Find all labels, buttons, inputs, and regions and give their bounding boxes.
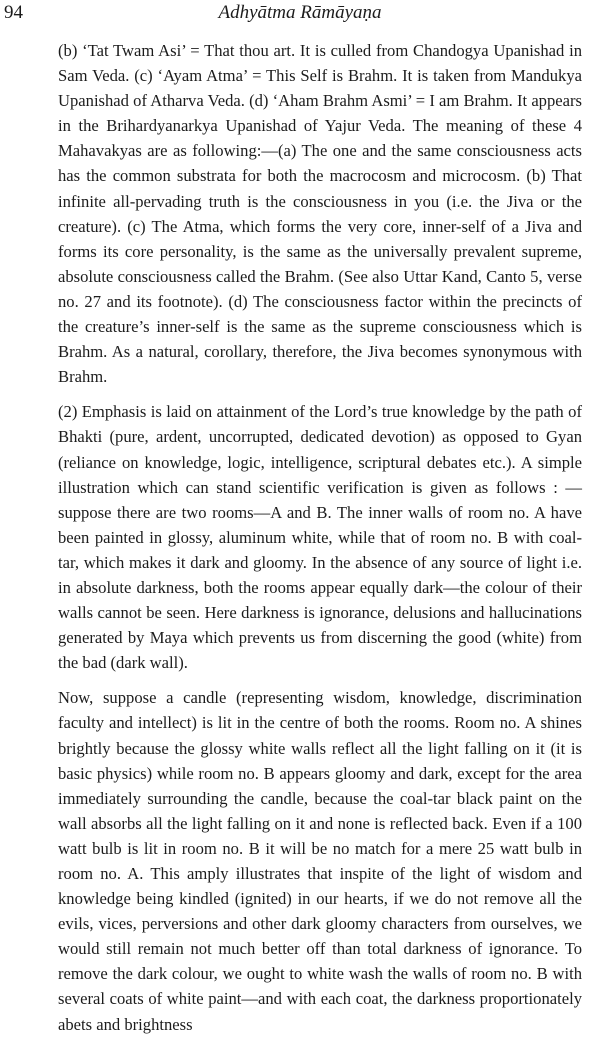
body-text — [58, 38, 582, 1047]
page-number: 94 — [4, 2, 23, 23]
running-title: Adhyātma Rāmāyaṇa — [218, 2, 382, 23]
paragraph-candle-analogy: Now, suppose a candle (representing wisdom, knowledge, discrimination faculty and intellect) is lit in the centre of both the rooms. Room no. A shines brightly because the glossy white walls reflect all the light falling on it (it is basic physics) while room no. B appears gloomy and dark, except for the area immediately surrounding the candle, because the coal-tar black paint on the wall absorbs all the light falling on it and none is reflected back. Even if a 100 watt bulb is lit in room no. B it will be no match for a mere 25 watt bulb in room no. A. This amply illustrates that inspite of the light of wisdom and knowledge being kindled (ignited) in our hearts, if we do not remove all the evils, vices, perversions and other dark gloomy characters from ourselves, we would still remain not much better off than total darkness of ignorance. To remove the dark colour, we ought to white wash the walls of room no. B with several coats of white paint—and with each coat, the darkness proportionately abets and brightness — [58, 688, 582, 1034]
paragraph-bhakti-illustration: (2) Emphasis is laid on attainment of the Lord’s true knowledge by the path of Bhakti (pure, ardent, uncorrupted, dedicated devotion) as opposed to Gyan (reliance on knowledge, logic, intelligence, scriptural debates etc.). A simple illustration which can stand scientific verification is given as follows : — suppose there are two rooms—A and B. The inner walls of room no. A have been painted in glossy, aluminum white, while that of room no. B with coal-tar, which makes it dark and gloomy. In the absence of any source of light i.e. in absolute darkness, both the rooms appear equally dark—the colour of their walls cannot be seen. Here darkness is ignorance, delusions and hallucinations generated by Maya which prevents us from discerning the good (white) from the bad (dark wall). — [58, 402, 582, 673]
page-header — [0, 0, 600, 30]
paragraph-mahavakyas: (b) ‘Tat Twam Asi’ = That thou art. It is culled from Chandogya Upanishad in Sam Veda. (c) ‘Ayam Atma’ = This Self is Brahm. It is taken from Mandukya Upanishad of Atharva Veda. (d) ‘Aham Brahm Asmi’ = I am Brahm. It appears in the Brihardyanarkya Upanishad of Yajur Veda. The meaning of these 4 Mahavakyas are as following:—(a) The one and the same consciousness acts has the common substrata for both the macrocosm and microcosm. (b) That infinite all-pervading truth is the consciousness in you (i.e. the Jiva or the creature). (c) The Atma, which forms the very core, inner-self of a Jiva and forms its core personality, is the same as the universally prevalent supreme, absolute consciousness called the Brahm. (See also Uttar Kand, Canto 5, verse no. 27 and its footnote). (d) The consciousness factor within the precincts of the creature’s inner-self is the same as the supreme consciousness which is Brahm. As a natural, corollary, therefore, the Jiva becomes synonymous with Brahm. — [58, 41, 582, 387]
